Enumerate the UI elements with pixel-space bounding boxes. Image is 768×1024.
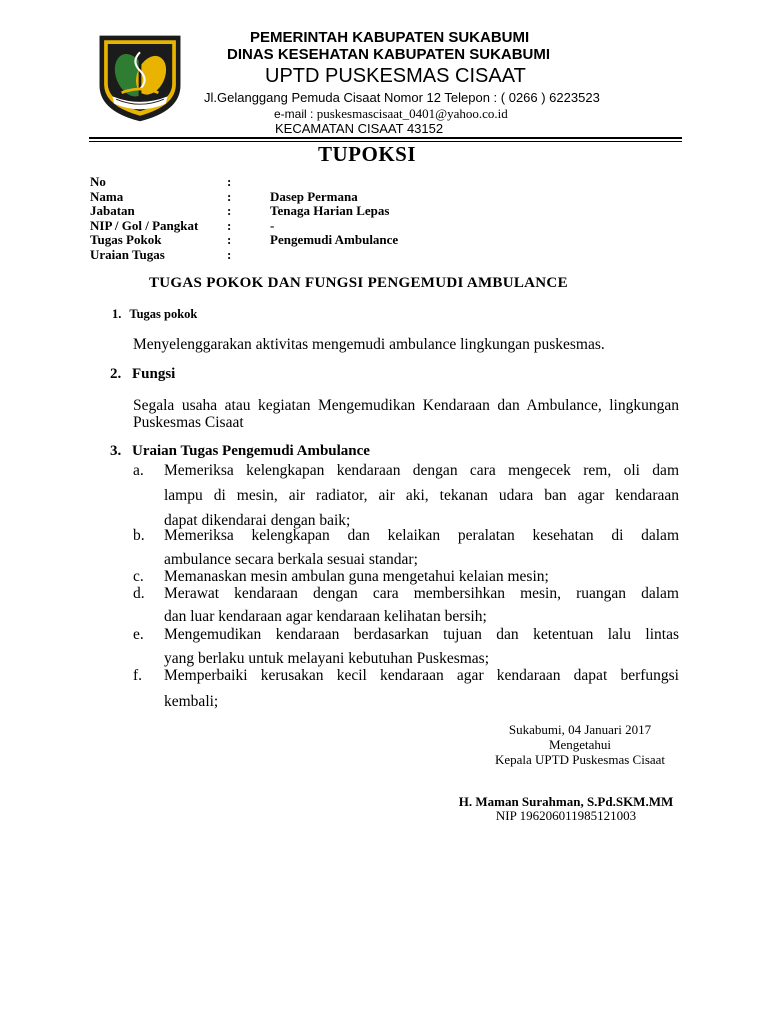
- task-line: Memanaskan mesin ambulan guna mengetahui kelaian mesin;: [164, 568, 549, 585]
- identity-row: [90, 204, 490, 219]
- email-value: puskesmascisaat_0401@yahoo.co.id: [316, 106, 508, 121]
- identity-colon: :: [227, 188, 232, 204]
- task-line: ambulance secara berkala sesuai standar;: [164, 551, 418, 568]
- task-line: lampu di mesin, air radiator, air aki, tekanan udara ban agar kendaraan: [164, 487, 679, 504]
- task-marker: c.: [133, 568, 144, 585]
- section-3-heading: [110, 443, 370, 460]
- section-2-heading: [110, 366, 175, 383]
- task-marker: d.: [133, 585, 145, 602]
- section-1-text: Menyelenggarakan aktivitas mengemudi ambulance lingkungan puskesmas.: [133, 336, 605, 353]
- email-label: e-mail :: [274, 107, 317, 121]
- identity-colon: :: [227, 174, 232, 189]
- task-marker: b.: [133, 527, 145, 544]
- section-heading-text: Fungsi: [132, 366, 176, 382]
- identity-row: [90, 233, 490, 248]
- header-government: PEMERINTAH KABUPATEN SUKABUMI: [250, 29, 530, 46]
- identity-label: NIP / Gol / Pangkat: [90, 217, 199, 233]
- signature-place-date: Sukabumi, 04 Januari 2017: [508, 722, 652, 737]
- identity-value: Tenaga Harian Lepas: [270, 203, 390, 218]
- identity-label: Tugas Pokok: [90, 232, 162, 247]
- identity-label: Uraian Tugas: [90, 246, 165, 262]
- identity-table: [90, 175, 490, 262]
- signature-nip: NIP 196206011985121003: [495, 808, 637, 823]
- signature-acknowledged: Mengetahui: [548, 737, 612, 752]
- section-heading-text: Uraian Tugas Pengemudi Ambulance: [132, 443, 370, 459]
- header-department: DINAS KESEHATAN KABUPATEN SUKABUMI: [227, 46, 551, 63]
- task-line: Memperbaiki kerusakan kecil kendaraan agar kendaraan dapat berfungsi: [164, 667, 679, 684]
- task-line: Merawat kendaraan dengan cara membersihkan mesin, ruangan dalam: [164, 585, 679, 602]
- identity-label: No: [90, 174, 106, 189]
- section-heading-text: Tugas pokok: [129, 307, 198, 321]
- kabupaten-sukabumi-logo-icon: [94, 32, 186, 124]
- task-line: dapat dikendarai dengan baik;: [164, 512, 351, 529]
- signature-position: Kepala UPTD Puskesmas Cisaat: [494, 752, 666, 767]
- task-marker: e.: [133, 626, 144, 643]
- section-1-heading: [112, 307, 197, 322]
- identity-colon: :: [227, 232, 232, 247]
- document-title: TUPOKSI: [318, 142, 417, 166]
- task-line: Mengemudikan kendaraan berdasarkan tujuan dan ketentuan lalu lintas: [164, 626, 679, 643]
- task-line: Memeriksa kelengkapan kendaraan dengan cara mengecek rem, oli dam: [164, 462, 679, 479]
- header-rule-thick: [89, 137, 682, 139]
- identity-colon: :: [227, 246, 232, 262]
- signature-name: H. Maman Surahman, S.Pd.SKM.MM: [458, 794, 674, 809]
- header-district: KECAMATAN CISAAT 43152: [275, 121, 444, 136]
- task-line: Memeriksa kelengkapan dan kelaikan peralatan kesehatan di dalam: [164, 527, 679, 544]
- identity-row: [90, 190, 490, 205]
- identity-row: [90, 248, 490, 263]
- identity-value: -: [270, 217, 275, 233]
- identity-value: Dasep Permana: [270, 188, 358, 204]
- header-email: [274, 106, 508, 122]
- identity-row: [90, 175, 490, 190]
- task-line: yang berlaku untuk melayani kebutuhan Puskesmas;: [164, 650, 490, 667]
- identity-value: Pengemudi Ambulance: [270, 232, 399, 247]
- identity-row: [90, 219, 490, 234]
- identity-label: Jabatan: [90, 203, 135, 218]
- task-marker: f.: [133, 667, 143, 684]
- header-institution: UPTD PUSKESMAS CISAAT: [265, 65, 526, 87]
- identity-label: Nama: [90, 188, 124, 204]
- section-number: 1.: [112, 307, 122, 321]
- identity-colon: :: [227, 203, 232, 218]
- header-address: Jl.Gelanggang Pemuda Cisaat Nomor 12 Telepon : ( 0266 ) 6223523: [204, 90, 600, 105]
- task-marker: a.: [133, 462, 144, 479]
- section-number: 3.: [110, 443, 122, 459]
- section-title: TUGAS POKOK DAN FUNGSI PENGEMUDI AMBULANCE: [149, 275, 568, 291]
- section-number: 2.: [110, 366, 122, 382]
- section-2-text: Segala usaha atau kegiatan Mengemudikan Kendaraan dan Ambulance, lingkungan Puskesmas Cisaat: [133, 397, 679, 431]
- identity-colon: :: [227, 217, 232, 233]
- task-line: kembali;: [164, 693, 219, 710]
- task-line: dan luar kendaraan agar kendaraan kelihatan bersih;: [164, 608, 487, 625]
